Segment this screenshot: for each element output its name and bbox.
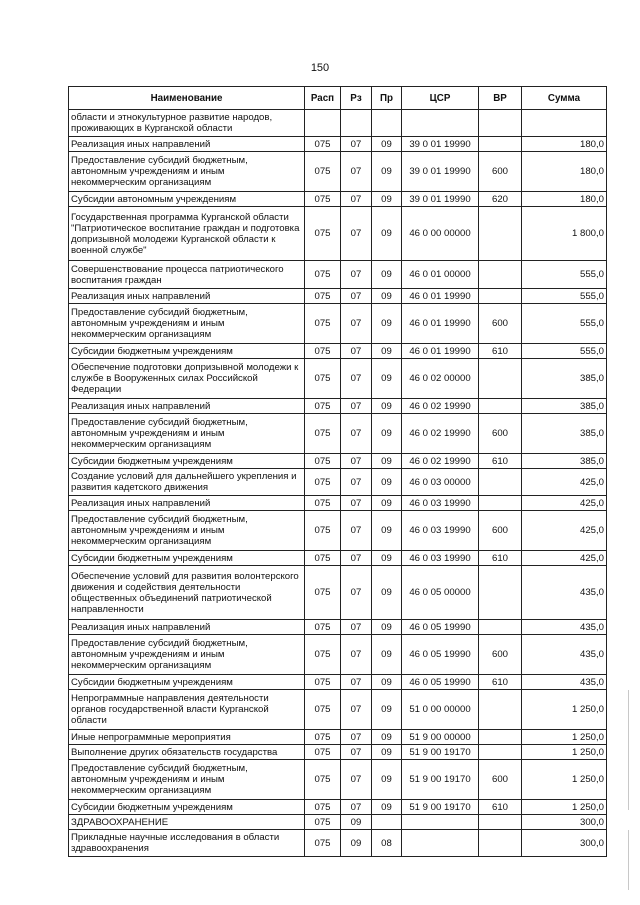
cell-rz: 07 [341,399,372,414]
cell-pr: 09 [372,511,402,551]
cell-rasp: 075 [305,414,341,454]
cell-rz: 07 [341,359,372,399]
cell-csr: 46 0 01 19990 [402,289,479,304]
cell-sum: 300,0 [522,815,607,830]
cell-pr: 09 [372,304,402,344]
budget-table [68,86,607,857]
cell-name: Реализация иных направлений [69,496,305,511]
table-row [69,152,607,192]
table-row [69,566,607,620]
cell-name: Предоставление субсидий бюджетным, автономным учреждениям и иным некоммерческим организациям [69,152,305,192]
cell-name: ЗДРАВООХРАНЕНИЕ [69,815,305,830]
cell-pr: 09 [372,635,402,675]
cell-csr: 51 0 00 00000 [402,690,479,730]
cell-rasp: 075 [305,207,341,261]
column-header-vr: ВР [479,87,522,110]
cell-rasp: 075 [305,454,341,469]
cell-sum: 1 250,0 [522,745,607,760]
cell-rasp [305,110,341,137]
cell-rz: 07 [341,152,372,192]
scan-artifact-line [628,830,629,890]
cell-csr [402,815,479,830]
cell-rasp: 075 [305,192,341,207]
cell-vr: 600 [479,511,522,551]
cell-vr: 600 [479,152,522,192]
cell-name: Государственная программа Курганской области "Патриотическое воспитание граждан и подготовка допризывной молодежи Курганской области к военной службе" [69,207,305,261]
cell-pr [372,110,402,137]
table-row [69,399,607,414]
table-row [69,110,607,137]
cell-rz: 07 [341,745,372,760]
cell-name: Субсидии бюджетным учреждениям [69,675,305,690]
table-row [69,760,607,800]
cell-vr [479,359,522,399]
cell-rz: 07 [341,261,372,289]
cell-csr: 46 0 01 19990 [402,304,479,344]
table-header-row [69,87,607,110]
cell-csr: 46 0 03 00000 [402,469,479,496]
table-row [69,675,607,690]
cell-vr [479,566,522,620]
table-row [69,261,607,289]
cell-name: Субсидии бюджетным учреждениям [69,800,305,815]
cell-name: Выполнение других обязательств государства [69,745,305,760]
cell-name: Предоставление субсидий бюджетным, автономным учреждениям и иным некоммерческим организациям [69,635,305,675]
cell-rasp: 075 [305,620,341,635]
cell-sum: 435,0 [522,620,607,635]
cell-vr: 610 [479,454,522,469]
cell-vr: 610 [479,551,522,566]
cell-name: Иные непрограммные мероприятия [69,730,305,745]
cell-csr: 46 0 02 19990 [402,414,479,454]
cell-rz: 07 [341,566,372,620]
table-row [69,414,607,454]
cell-rz: 07 [341,620,372,635]
cell-name: Совершенствование процесса патриотического воспитания граждан [69,261,305,289]
table-row [69,344,607,359]
cell-csr: 46 0 03 19990 [402,511,479,551]
cell-sum: 180,0 [522,192,607,207]
cell-sum: 435,0 [522,635,607,675]
table-row [69,690,607,730]
cell-rz: 09 [341,830,372,857]
cell-pr: 09 [372,289,402,304]
cell-rasp: 075 [305,261,341,289]
cell-rz: 07 [341,800,372,815]
cell-pr: 09 [372,800,402,815]
cell-name: Реализация иных направлений [69,399,305,414]
cell-pr: 09 [372,745,402,760]
cell-pr: 09 [372,344,402,359]
cell-rz: 07 [341,289,372,304]
cell-csr: 46 0 01 19990 [402,344,479,359]
table-row [69,137,607,152]
cell-name: Субсидии бюджетным учреждениям [69,551,305,566]
cell-sum: 385,0 [522,359,607,399]
cell-pr: 09 [372,469,402,496]
cell-vr: 610 [479,800,522,815]
scan-artifact-line [628,690,629,810]
cell-rasp: 075 [305,675,341,690]
cell-name: Предоставление субсидий бюджетным, автономным учреждениям и иным некоммерческим организациям [69,304,305,344]
cell-pr: 09 [372,620,402,635]
cell-rz: 09 [341,815,372,830]
cell-sum: 435,0 [522,566,607,620]
cell-pr: 09 [372,152,402,192]
cell-csr: 46 0 05 00000 [402,566,479,620]
table-row [69,800,607,815]
cell-vr [479,399,522,414]
cell-rz [341,110,372,137]
table-row [69,635,607,675]
cell-rasp: 075 [305,496,341,511]
cell-rasp: 075 [305,137,341,152]
cell-pr [372,815,402,830]
cell-name: Предоставление субсидий бюджетным, автономным учреждениям и иным некоммерческим организациям [69,511,305,551]
cell-sum: 555,0 [522,304,607,344]
cell-pr: 09 [372,675,402,690]
cell-sum: 300,0 [522,830,607,857]
cell-csr: 46 0 00 00000 [402,207,479,261]
cell-rasp: 075 [305,566,341,620]
column-header-sum: Сумма [522,87,607,110]
cell-vr: 600 [479,760,522,800]
cell-pr: 09 [372,760,402,800]
cell-rz: 07 [341,511,372,551]
cell-csr [402,110,479,137]
cell-rasp: 075 [305,800,341,815]
cell-name: Реализация иных направлений [69,620,305,635]
cell-sum: 425,0 [522,469,607,496]
cell-sum: 425,0 [522,511,607,551]
cell-sum: 1 800,0 [522,207,607,261]
cell-csr: 39 0 01 19990 [402,192,479,207]
cell-sum: 1 250,0 [522,690,607,730]
table-row [69,192,607,207]
table-row [69,551,607,566]
cell-csr: 51 9 00 00000 [402,730,479,745]
cell-pr: 09 [372,454,402,469]
cell-rz: 07 [341,454,372,469]
cell-sum: 435,0 [522,675,607,690]
cell-csr: 46 0 05 19990 [402,620,479,635]
cell-rz: 07 [341,304,372,344]
cell-rz: 07 [341,635,372,675]
table-row [69,830,607,857]
table-row [69,511,607,551]
cell-vr: 600 [479,635,522,675]
cell-csr: 51 9 00 19170 [402,760,479,800]
cell-rasp: 075 [305,469,341,496]
cell-name: Предоставление субсидий бюджетным, автономным учреждениям и иным некоммерческим организациям [69,760,305,800]
cell-pr: 09 [372,192,402,207]
cell-rz: 07 [341,496,372,511]
cell-name: Реализация иных направлений [69,137,305,152]
cell-sum: 425,0 [522,551,607,566]
cell-pr: 09 [372,496,402,511]
cell-pr: 09 [372,566,402,620]
cell-csr: 46 0 01 00000 [402,261,479,289]
cell-csr: 46 0 05 19990 [402,675,479,690]
cell-pr: 09 [372,551,402,566]
cell-pr: 09 [372,414,402,454]
cell-rz: 07 [341,469,372,496]
cell-rz: 07 [341,344,372,359]
cell-vr: 600 [479,304,522,344]
cell-csr: 46 0 03 19990 [402,551,479,566]
cell-vr [479,137,522,152]
cell-sum: 180,0 [522,152,607,192]
column-header-name: Наименование [69,87,305,110]
cell-csr: 46 0 03 19990 [402,496,479,511]
cell-rz: 07 [341,760,372,800]
cell-rasp: 075 [305,635,341,675]
table-row [69,207,607,261]
cell-vr [479,469,522,496]
cell-vr [479,730,522,745]
page-number: 150 [310,62,330,74]
cell-vr [479,620,522,635]
cell-vr [479,830,522,857]
cell-rasp: 075 [305,760,341,800]
cell-vr [479,207,522,261]
cell-vr [479,815,522,830]
cell-sum: 1 250,0 [522,730,607,745]
cell-sum: 555,0 [522,289,607,304]
cell-vr [479,110,522,137]
column-header-rz: Рз [341,87,372,110]
cell-rz: 07 [341,207,372,261]
table-row [69,359,607,399]
cell-rasp: 075 [305,289,341,304]
cell-rasp: 075 [305,399,341,414]
cell-csr: 46 0 02 19990 [402,399,479,414]
cell-vr [479,745,522,760]
cell-csr: 39 0 01 19990 [402,152,479,192]
cell-name: Обеспечение подготовки допризывной молодежи к службе в Вооруженных силах Российской Федерации [69,359,305,399]
cell-csr: 46 0 02 00000 [402,359,479,399]
cell-csr: 46 0 05 19990 [402,635,479,675]
cell-name: Создание условий для дальнейшего укрепления и развития кадетского движения [69,469,305,496]
cell-name: Прикладные научные исследования в области здравоохранения [69,830,305,857]
cell-vr: 610 [479,675,522,690]
cell-sum: 555,0 [522,261,607,289]
cell-vr [479,261,522,289]
cell-sum: 385,0 [522,414,607,454]
cell-pr: 09 [372,730,402,745]
cell-pr: 09 [372,690,402,730]
table-row [69,304,607,344]
column-header-pr: Пр [372,87,402,110]
cell-sum: 1 250,0 [522,800,607,815]
cell-rz: 07 [341,551,372,566]
cell-pr: 09 [372,399,402,414]
cell-rasp: 075 [305,690,341,730]
table-row [69,454,607,469]
cell-rz: 07 [341,675,372,690]
cell-rasp: 075 [305,745,341,760]
cell-vr [479,690,522,730]
cell-name: Предоставление субсидий бюджетным, автономным учреждениям и иным некоммерческим организациям [69,414,305,454]
cell-csr: 39 0 01 19990 [402,137,479,152]
cell-pr: 09 [372,359,402,399]
cell-sum: 1 250,0 [522,760,607,800]
cell-csr: 46 0 02 19990 [402,454,479,469]
cell-rasp: 075 [305,730,341,745]
cell-rz: 07 [341,192,372,207]
table-row [69,620,607,635]
cell-name: Реализация иных направлений [69,289,305,304]
cell-name: области и этнокультурное развитие народов, проживающих в Курганской области [69,110,305,137]
cell-rasp: 075 [305,830,341,857]
cell-rasp: 075 [305,152,341,192]
cell-rz: 07 [341,730,372,745]
cell-name: Непрограммные направления деятельности органов государственной власти Курганской области [69,690,305,730]
cell-pr: 09 [372,137,402,152]
cell-vr: 620 [479,192,522,207]
cell-sum: 425,0 [522,496,607,511]
cell-csr: 51 9 00 19170 [402,745,479,760]
cell-sum: 180,0 [522,137,607,152]
cell-rasp: 075 [305,815,341,830]
cell-vr [479,496,522,511]
table-row [69,469,607,496]
cell-rz: 07 [341,137,372,152]
cell-name: Субсидии бюджетным учреждениям [69,344,305,359]
cell-pr: 09 [372,261,402,289]
cell-csr: 51 9 00 19170 [402,800,479,815]
cell-rasp: 075 [305,551,341,566]
cell-pr: 09 [372,207,402,261]
table-row [69,730,607,745]
cell-rasp: 075 [305,359,341,399]
cell-rasp: 075 [305,344,341,359]
cell-vr: 600 [479,414,522,454]
cell-rasp: 075 [305,511,341,551]
cell-sum: 385,0 [522,399,607,414]
cell-rasp: 075 [305,304,341,344]
table-row [69,815,607,830]
cell-name: Субсидии бюджетным учреждениям [69,454,305,469]
cell-rz: 07 [341,414,372,454]
cell-sum: 555,0 [522,344,607,359]
cell-vr [479,289,522,304]
table-row [69,745,607,760]
cell-sum [522,110,607,137]
column-header-csr: ЦСР [402,87,479,110]
cell-name: Субсидии автономным учреждениям [69,192,305,207]
cell-sum: 385,0 [522,454,607,469]
cell-name: Обеспечение условий для развития волонтерского движения и содействия деятельности общественных объединений патриотической направленности [69,566,305,620]
cell-csr [402,830,479,857]
table-row [69,496,607,511]
table-row [69,289,607,304]
column-header-rasp: Расп [305,87,341,110]
cell-vr: 610 [479,344,522,359]
cell-rz: 07 [341,690,372,730]
cell-pr: 08 [372,830,402,857]
